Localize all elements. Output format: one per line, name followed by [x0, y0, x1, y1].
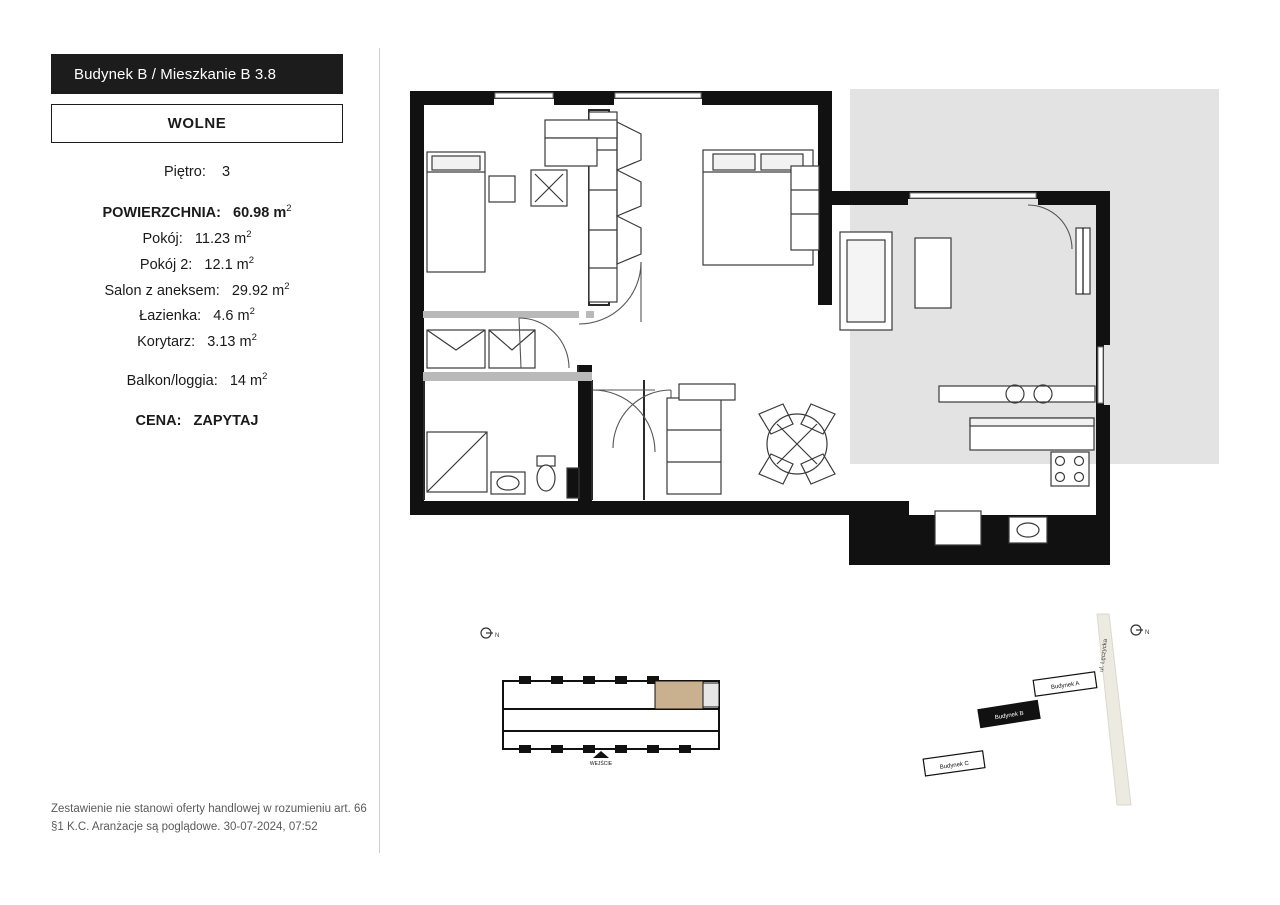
room-value: 11.23 m: [194, 230, 247, 247]
building-c-label: Budynek C: [939, 760, 970, 771]
apartment-title-bar: [51, 54, 343, 94]
area-label: POWIERZCHNIA:: [102, 204, 221, 221]
street-label: ul. Lęczycka: [1099, 638, 1110, 673]
entrance-label: WEJŚCIE: [589, 761, 613, 767]
room-value: 4.6 m: [213, 307, 250, 324]
unit-sup: 2: [284, 281, 290, 292]
unit-sup: 2: [248, 255, 255, 266]
area-value: 60.98 m: [233, 204, 287, 221]
disclaimer-text: Zestawienie nie stanowi oferty handlowej w rozumieniu art. 66 §1 K.C. Aranżacje są poglądowe. 30-07-2024, 07:52: [51, 803, 367, 833]
balcony-label: Balkon/loggia:: [126, 372, 218, 389]
room-value: 29.92 m: [231, 282, 285, 299]
room-value: 12.1 m: [204, 256, 249, 273]
unit-sup: 2: [246, 229, 252, 240]
area-unit-sup: 2: [286, 203, 292, 214]
unit-sup: 2: [251, 332, 257, 343]
floor-plan-drawing: [379, 0, 1280, 905]
balcony-row: [51, 371, 343, 389]
floor-minimap: [481, 628, 719, 767]
room-value: 3.13 m: [207, 333, 252, 350]
area-row: [51, 203, 343, 221]
price-value: ZAPYTAJ: [193, 413, 259, 429]
room-row: [51, 332, 343, 350]
balcony-value: 14 m: [229, 372, 263, 389]
room-row: [51, 255, 343, 273]
status-badge: [51, 104, 343, 143]
building-a-label: Budynek A: [1050, 681, 1080, 691]
floor-row: [51, 164, 343, 180]
unit-sup: 2: [249, 306, 255, 317]
price-row: [51, 413, 343, 429]
floor-value: 3: [221, 164, 231, 180]
svg-text:N: N: [495, 633, 500, 639]
room-label: Łazienka:: [139, 307, 202, 324]
status-text: WOLNE: [167, 115, 227, 132]
room-label: Korytarz:: [137, 333, 196, 350]
building-b-label: Budynek B: [994, 710, 1025, 722]
room-row: [51, 229, 343, 247]
price-label: CENA:: [135, 413, 182, 429]
apartment-title-text: Budynek B / Mieszkanie B 3.8: [74, 65, 277, 83]
room-label: Pokój:: [142, 230, 183, 247]
info-panel: [0, 0, 379, 905]
floor-label: Piętro:: [163, 164, 206, 180]
room-row: [51, 281, 343, 299]
svg-text:N: N: [1145, 630, 1150, 636]
room-label: Salon z aneksem:: [104, 282, 220, 299]
room-row: [51, 306, 343, 324]
unit-sup: 2: [262, 371, 268, 382]
site-minimap: [923, 614, 1149, 805]
room-label: Pokój 2:: [139, 256, 193, 273]
